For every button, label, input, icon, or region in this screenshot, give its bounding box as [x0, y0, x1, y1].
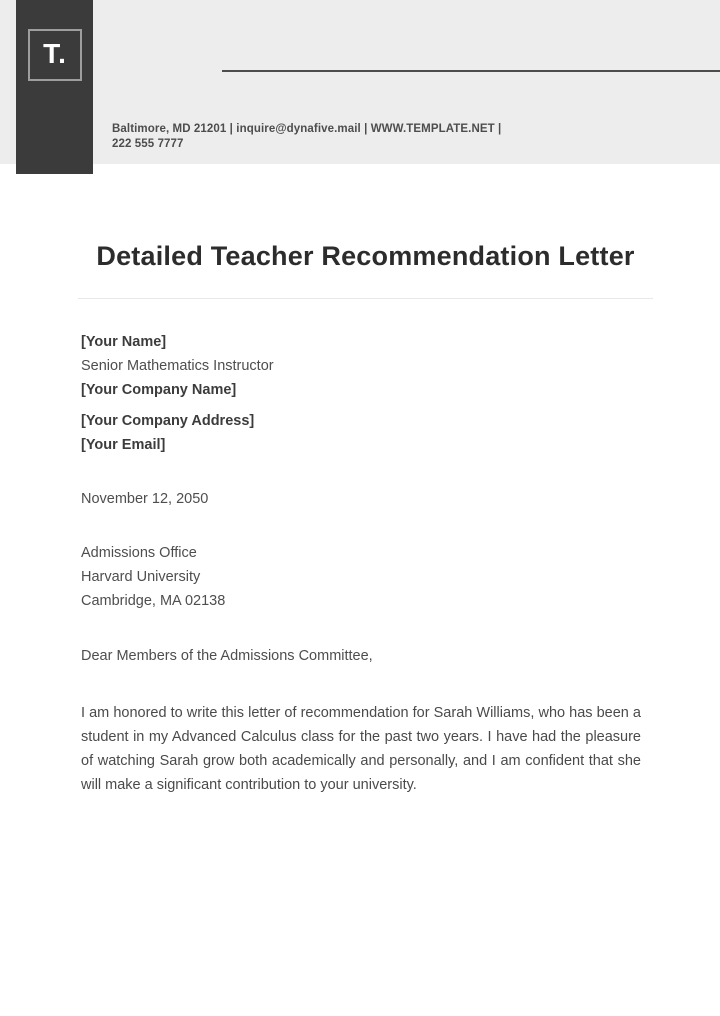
- letter-title: Detailed Teacher Recommendation Letter: [96, 241, 635, 271]
- sender-name: [Your Name]: [81, 334, 167, 350]
- sender-job-title: Senior Mathematics Instructor: [81, 358, 274, 374]
- recipient-line-2: Harvard University: [81, 569, 201, 585]
- contact-line-1: Baltimore, MD 21201 | inquire@dynafive.mail | WWW.TEMPLATE.NET |: [112, 123, 502, 135]
- sender-company-address: [Your Company Address]: [81, 413, 255, 429]
- contact-line-2: 222 555 7777: [112, 138, 184, 150]
- sender-company-name: [Your Company Name]: [81, 382, 237, 398]
- title-divider: [78, 298, 653, 299]
- recipient-line-1: Admissions Office: [81, 545, 197, 561]
- contact-block: [112, 122, 632, 152]
- body-paragraph: I am honored to write this letter of recommendation for Sarah Williams, who has been a student in my Advanced Calculus class for the past two years. I have had the pleasure of watching Sarah grow both academically and personally, and I am confident that she will make a significant contribution to your university.: [81, 705, 641, 793]
- recipient-line-3: Cambridge, MA 02138: [81, 593, 226, 609]
- template-net-logo: [28, 29, 82, 81]
- sender-email: [Your Email]: [81, 437, 166, 453]
- salutation: Dear Members of the Admissions Committee,: [81, 648, 373, 664]
- header-rule: [222, 70, 720, 72]
- brand-bar: [16, 0, 93, 174]
- letter-date: November 12, 2050: [81, 491, 209, 507]
- logo-letter: T.: [43, 38, 67, 69]
